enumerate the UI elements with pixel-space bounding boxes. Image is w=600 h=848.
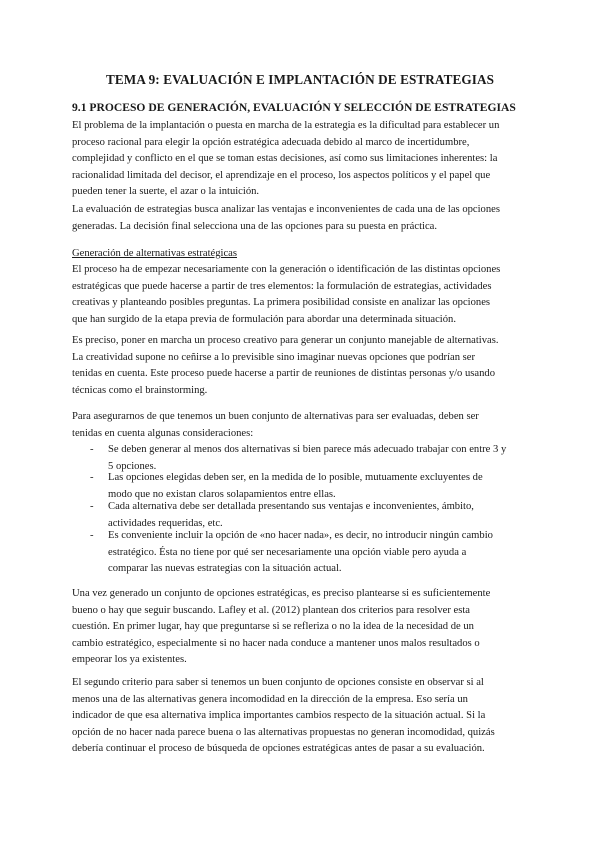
paragraph-line: empeorar los ya existentes. [72, 654, 187, 666]
paragraph-3 [72, 262, 532, 328]
paragraph-line: menos una de las alternativas genera incomodidad en la dirección de la empresa. Eso sería un [72, 693, 468, 705]
paragraph-line: La creatividad supone no ceñirse a lo previsible sino imaginar nuevas opciones que podrían ser [72, 351, 476, 363]
bullet-marker: - [90, 501, 94, 512]
bullet-marker: - [90, 472, 94, 483]
paragraph-5 [72, 409, 532, 442]
list-item-line: estratégico. Ésta no tiene por qué ser necesariamente una opción viable pero ayuda a [108, 546, 467, 558]
subsection-heading: Generación de alternativas estratégicas [72, 248, 237, 259]
paragraph-7 [72, 675, 532, 758]
paragraph-line: La evaluación de estrategias busca analizar las ventajas e inconvenientes de cada una de las opciones [72, 204, 500, 215]
paragraph-1 [72, 118, 532, 201]
paragraph-line: El proceso ha de empezar necesariamente con la generación o identificación de las distintas opciones [72, 264, 501, 275]
paragraph-line: pueden tener la suerte, el azar o la intuición. [72, 186, 260, 198]
paragraph-6 [72, 586, 532, 669]
bullet-marker: - [90, 530, 94, 541]
list-item-line: comparar las nuevas estrategias con la situación actual. [108, 563, 342, 575]
list-item-line: Las opciones elegidas deben ser, en la medida de lo posible, mutuamente excluyentes de [108, 472, 483, 483]
paragraph-line: opción de no hacer nada parece buena o las alternativas propuestas no generan incomodidad, quizás [72, 726, 495, 738]
paragraph-line: proceso racional para elegir la opción estratégica adecuada debido al marco de incertidumbre, [72, 136, 470, 148]
paragraph-line: Una vez generado un conjunto de opciones estratégicas, es preciso plantearse si es suficientemente [72, 588, 491, 599]
section-heading: 9.1 PROCESO DE GENERACIÓN, EVALUACIÓN Y SELECCIÓN DE ESTRATEGIAS [72, 101, 516, 114]
list-item-line: Se deben generar al menos dos alternativas si bien parece más adecuado trabajar con entre 3 y [108, 444, 507, 455]
list-item-line: actividades requeridas, etc. [108, 517, 223, 529]
paragraph-line: generadas. La decisión final selecciona una de las opciones para su puesta en práctica. [72, 220, 438, 232]
paragraph-line: creativas y planteando posibles preguntas. La primera posibilidad consiste en analizar las opciones [72, 297, 491, 309]
paragraph-line: El segundo criterio para saber si tenemos un buen conjunto de opciones consiste en observar si al [72, 677, 484, 688]
paragraph-line: El problema de la implantación o puesta en marcha de la estrategia es la dificultad para establecer un [72, 120, 500, 131]
list-item-line: Cada alternativa debe ser detallada presentando sus ventajas e inconvenientes, ámbito, [108, 501, 474, 512]
document-title: TEMA 9: EVALUACIÓN E IMPLANTACIÓN DE ESTRATEGIAS [105, 72, 495, 87]
paragraph-line: complejidad y conflicto en el que se toman estas decisiones, así como sus limitaciones inherentes: la [72, 153, 498, 165]
list-item-line: Es conveniente incluir la opción de «no hacer nada», es decir, no introducir ningún cambio [108, 530, 493, 541]
paragraph-4 [72, 333, 532, 399]
paragraph-line: que han surgido de la etapa previa de formulación para abordar una determinada situación. [72, 313, 456, 325]
paragraph-line: Es preciso, poner en marcha un proceso creativo para generar un conjunto manejable de alternativas. [72, 335, 499, 346]
list-item-line: modo que no existan claros solapamientos entre ellas. [108, 488, 336, 500]
paragraph-line: cambio estratégico, especialmente si no hacer nada conduce a mantener unos malos resultados o [72, 637, 480, 649]
paragraph-line: cuestión. En primer lugar, hay que preguntarse si se refleriza o no la idea de la necesidad de un [72, 621, 474, 633]
paragraph-line: tenidas en cuenta. Este proceso puede hacerse a partir de reuniones de distintas personas y/o usando [72, 368, 496, 380]
paragraph-line: debería continuar el proceso de búsqueda de opciones estratégicas antes de pasar a su evaluación. [72, 743, 485, 755]
list-item-line: 5 opciones. [108, 460, 157, 472]
paragraph-line: indicador de que esa alternativa implica importantes cambios respecto de la situación actual. Si la [72, 710, 486, 722]
paragraph-line: técnicas como el brainstorming. [72, 384, 208, 396]
paragraph-2 [72, 202, 532, 235]
paragraph-line: Para asegurarnos de que tenemos un buen conjunto de alternativas para ser evaluadas, deben ser [72, 411, 479, 422]
bullet-marker: - [90, 444, 94, 455]
paragraph-line: tenidas en cuenta algunas consideraciones: [72, 427, 254, 439]
paragraph-line: bueno o hay que seguir buscando. Lafley et al. (2012) plantean dos criterios para resolver esta [72, 604, 471, 616]
paragraph-line: estratégicas que puede hacerse a partir de tres elementos: la formulación de estrategias, actividades [72, 280, 492, 292]
paragraph-line: racionalidad limitada del decisor, el aprendizaje en el proceso, los aspectos políticos y el papel que [72, 169, 491, 181]
subsection-heading-block [72, 246, 532, 263]
